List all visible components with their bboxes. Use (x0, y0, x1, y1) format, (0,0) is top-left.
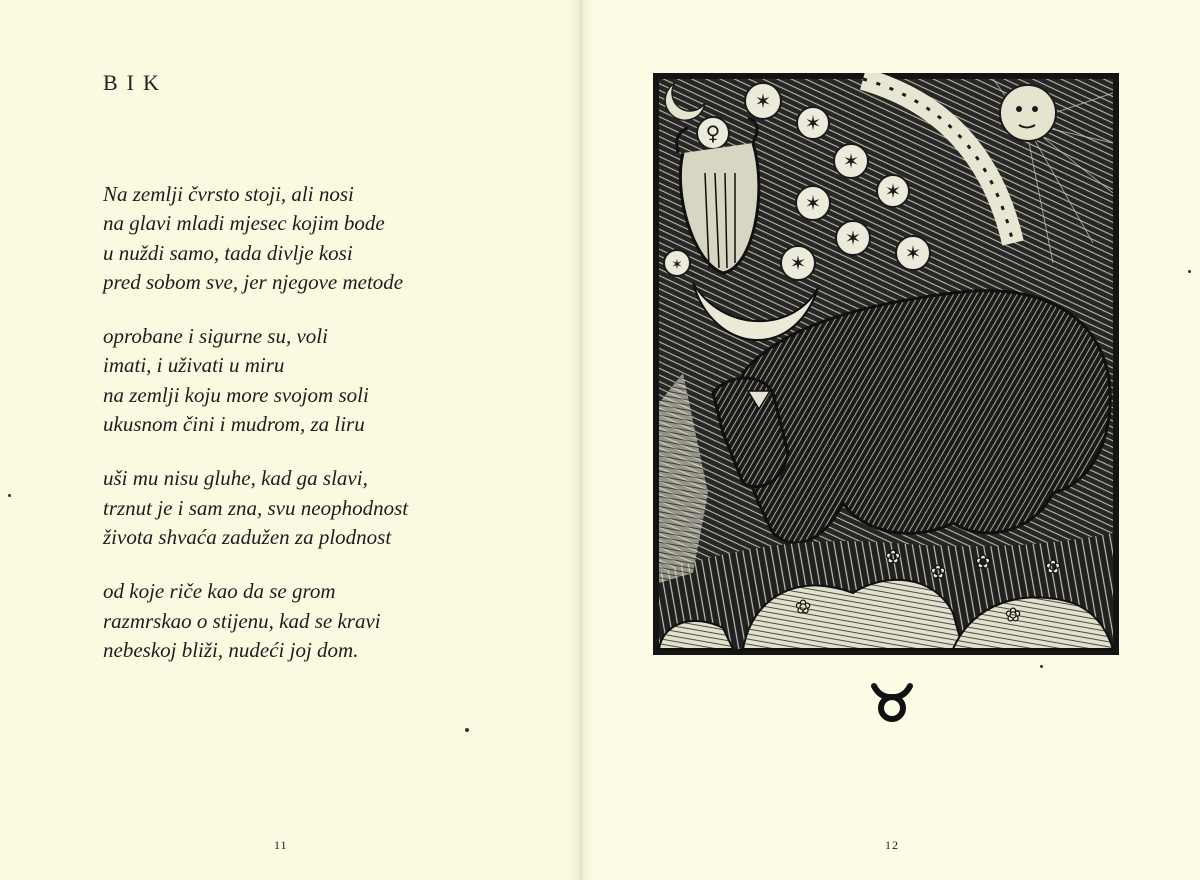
stanza-1 (103, 180, 408, 297)
svg-text:✿: ✿ (1045, 557, 1061, 578)
page-number-left: 11 (274, 838, 288, 852)
poem-line: razmrskao o stijenu, kad se kravi (103, 608, 381, 633)
right-page (580, 0, 1200, 880)
svg-text:♀: ♀ (705, 121, 721, 145)
ink-speck (1040, 665, 1043, 668)
poem-title: BIK (103, 70, 168, 95)
svg-text:✶: ✶ (804, 111, 822, 135)
poem-line: u nuždi samo, tada divlje kosi (103, 240, 353, 265)
woodcut-illustration (653, 73, 1119, 655)
svg-text:✶: ✶ (842, 149, 860, 173)
stanza-2 (103, 322, 408, 439)
svg-text:✶: ✶ (884, 179, 902, 203)
poem-line: trznut je i sam zna, svu neophodnost (103, 495, 409, 520)
poem-line: života shvaća zadužen za plodnost (103, 524, 392, 549)
svg-text:✿: ✿ (885, 547, 901, 568)
poem-line: na zemlji koju more svojom soli (103, 382, 369, 407)
svg-text:✿: ✿ (1005, 605, 1021, 626)
poem-line: Na zemlji čvrsto stoji, ali nosi (103, 182, 354, 206)
poem-line: uši mu nisu gluhe, kad ga slavi, (103, 466, 368, 491)
poem-line: oprobane i sigurne su, voli (103, 324, 328, 349)
stanza-4 (103, 577, 408, 665)
svg-text:✶: ✶ (844, 226, 862, 250)
poem-line: od koje riče kao da se grom (103, 579, 336, 604)
svg-text:✿: ✿ (795, 597, 811, 618)
moon-face (1000, 85, 1056, 141)
svg-text:✿: ✿ (930, 562, 946, 583)
svg-text:✶: ✶ (804, 191, 822, 215)
poem (103, 180, 408, 690)
poem-line: nebeskoj bliži, nudeći joj dom. (103, 637, 359, 662)
poem-line: na glavi mladi mjesec kojim bode (103, 211, 385, 236)
svg-text:✶: ✶ (904, 241, 922, 265)
svg-text:✶: ✶ (754, 89, 772, 113)
svg-text:✶: ✶ (671, 257, 683, 273)
taurus-symbol-icon (870, 680, 914, 724)
svg-text:✿: ✿ (975, 552, 991, 573)
left-page (0, 0, 580, 880)
stanza-3 (103, 464, 408, 552)
svg-text:✶: ✶ (789, 251, 807, 275)
poem-line: imati, i uživati u miru (103, 353, 285, 378)
ink-speck (465, 728, 469, 732)
ink-speck (8, 494, 11, 497)
poem-line: pred sobom sve, jer njegove metode (103, 269, 404, 294)
poem-line: ukusnom čini i mudrom, za liru (103, 412, 365, 437)
ink-speck (1188, 270, 1191, 273)
page-number-right: 12 (885, 838, 899, 852)
book-gutter (570, 0, 592, 880)
